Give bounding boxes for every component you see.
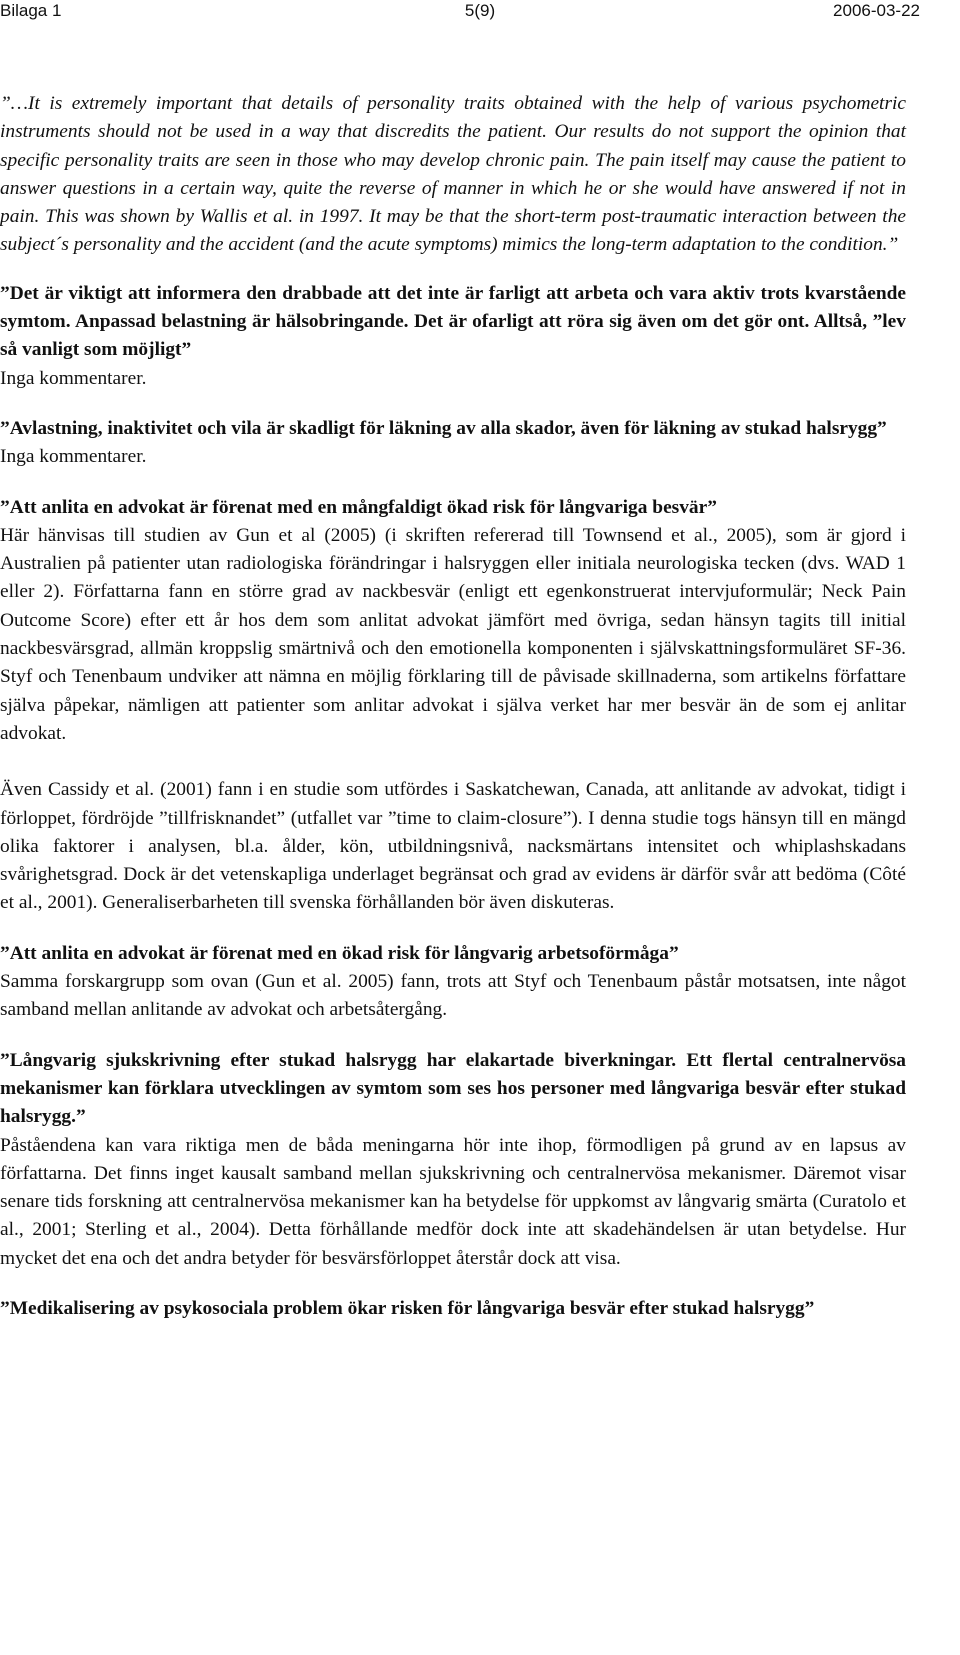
section-paragraph: Inga kommentarer.	[0, 367, 147, 389]
section-sjukskrivning	[0, 1047, 906, 1273]
section-heading: ”Det är viktigt att informera den drabbade att det inte är farligt att arbeta och vara aktiv trots kvarstående symtom. Anpassad belastning är hälsobringande. Det är ofarligt att röra sig även om det gör ont. Alltså, ”lev så vanligt som möjligt”	[0, 282, 906, 361]
section-heading: ”Avlastning, inaktivitet och vila är skadligt för läkning av alla skador, även för läkning av stukad halsrygg”	[0, 417, 887, 439]
document-body	[0, 90, 906, 1345]
section-advokat-arbetsoformaga	[0, 940, 906, 1025]
section-paragraph: Även Cassidy et al. (2001) fann i en studie som utfördes i Saskatchewan, Canada, att anlitande av advokat, tidigt i förloppet, fördröjde ”tillfrisknandet” (utfallet var ”time to claim-closure”). I denna studie togs hänsyn till en mängd olika faktorer i analysen, bl.a. ålder, kön, utbildningsnivå, nacksmärtans intensitet och whiplashskadans svårighetsgrad. Dock är det vetenskapliga underlaget begränsat och grad av evidens är därför svår att bedöma (Côté et al., 2001). Generaliserbarheten till svenska förhållanden bör även diskuteras.	[0, 779, 906, 914]
section-avlastning	[0, 415, 906, 472]
section-informera	[0, 280, 906, 393]
section-paragraph: Samma forskargrupp som ovan (Gun et al. 2005) fann, trots att Styf och Tenenbaum påstår motsatsen, inte något samband mellan anlitande av advokat och arbetsåtergång.	[0, 971, 906, 1021]
section-paragraph: Inga kommentarer.	[0, 446, 147, 468]
section-paragraph: Påståendena kan vara riktiga men de båda meningarna hör inte ihop, förmodligen på grund av en lapsus av författarna. Det finns inget kausalt samband mellan sjukskrivning och centralnervösa mekanismer. Däremot visar senare tids forskning att centralnervösa mekanismer kan ha betydelse för uppkomst av långvarig smärta (Curatolo et al., 2001; Sterling et al., 2004). Detta förhållande medför dock inte att skadehändelsen är utan betydelse. Hur mycket det ena och det andra betyder för besvärsförloppet återstår dock att visa.	[0, 1134, 906, 1269]
page-header	[0, 0, 960, 30]
section-heading: ”Medikalisering av psykosociala problem ökar risken för långvariga besvär efter stukad halsrygg”	[0, 1297, 815, 1319]
section-advokat-besvar	[0, 494, 906, 918]
header-appendix-label: Bilaga 1	[0, 1, 62, 20]
section-paragraph: Här hänvisas till studien av Gun et al (2005) (i skriften refererad till Townsend et al., 2005), som är gjord i Australien på patienter utan radiologiska förändringar i halsryggen eller initiala neurologiska tecken (dvs. WAD 1 eller 2). Författarna fann en större grad av nackbesvär (enligt ett egenkonstruerat intervjuformulär; Neck Pain Outcome Score) efter ett år hos dem som anlitat advokat jämfört med övriga, sedan hänsyn tagits till initial nackbesvärsgrad, allmän kroppslig smärtnivå och den emotionella komponenten i självskattningsformuläret SF-36. Styf och Tenenbaum undviker att nämna en möjlig förklaring till de påvisade skillnaderna, som artikelns författare själva påpekar, nämligen att patienter som anlitar advokat i själva verket har mer besvär än de som ej anlitar advokat.	[0, 524, 906, 744]
section-heading: ”Att anlita en advokat är förenat med en ökad risk för långvarig arbetsoförmåga”	[0, 942, 679, 964]
section-heading: ”Att anlita en advokat är förenat med en mångfaldigt ökad risk för långvariga besvär”	[0, 496, 717, 518]
header-page-number: 5(9)	[464, 1, 496, 20]
section-medikalisering	[0, 1295, 906, 1323]
intro-quote: ”…It is extremely important that details of personality traits obtained with the help of various psychometric instruments should not be used in a way that discredits the patient. Our results do not support the opinion that specific personality traits are seen in those who may develop chronic pain. The pain itself may cause the patient to answer questions in a certain way, quite the reverse of manner in which he or she would have answered if not in pain. This was shown by Wallis et al. in 1997. It may be that the short-term post-traumatic interaction between the subject´s personality and the accident (and the acute symptoms) mimics the long-term adaptation to the condition.”	[0, 93, 906, 256]
section-heading: ”Långvarig sjukskrivning efter stukad halsrygg har elakartade biverkningar. Ett flertal centralnervösa mekanismer kan förklara utvecklingen av symtom som ses hos personer med långvariga besvär efter stukad halsrygg.”	[0, 1049, 906, 1128]
header-date: 2006-03-22	[833, 1, 920, 20]
